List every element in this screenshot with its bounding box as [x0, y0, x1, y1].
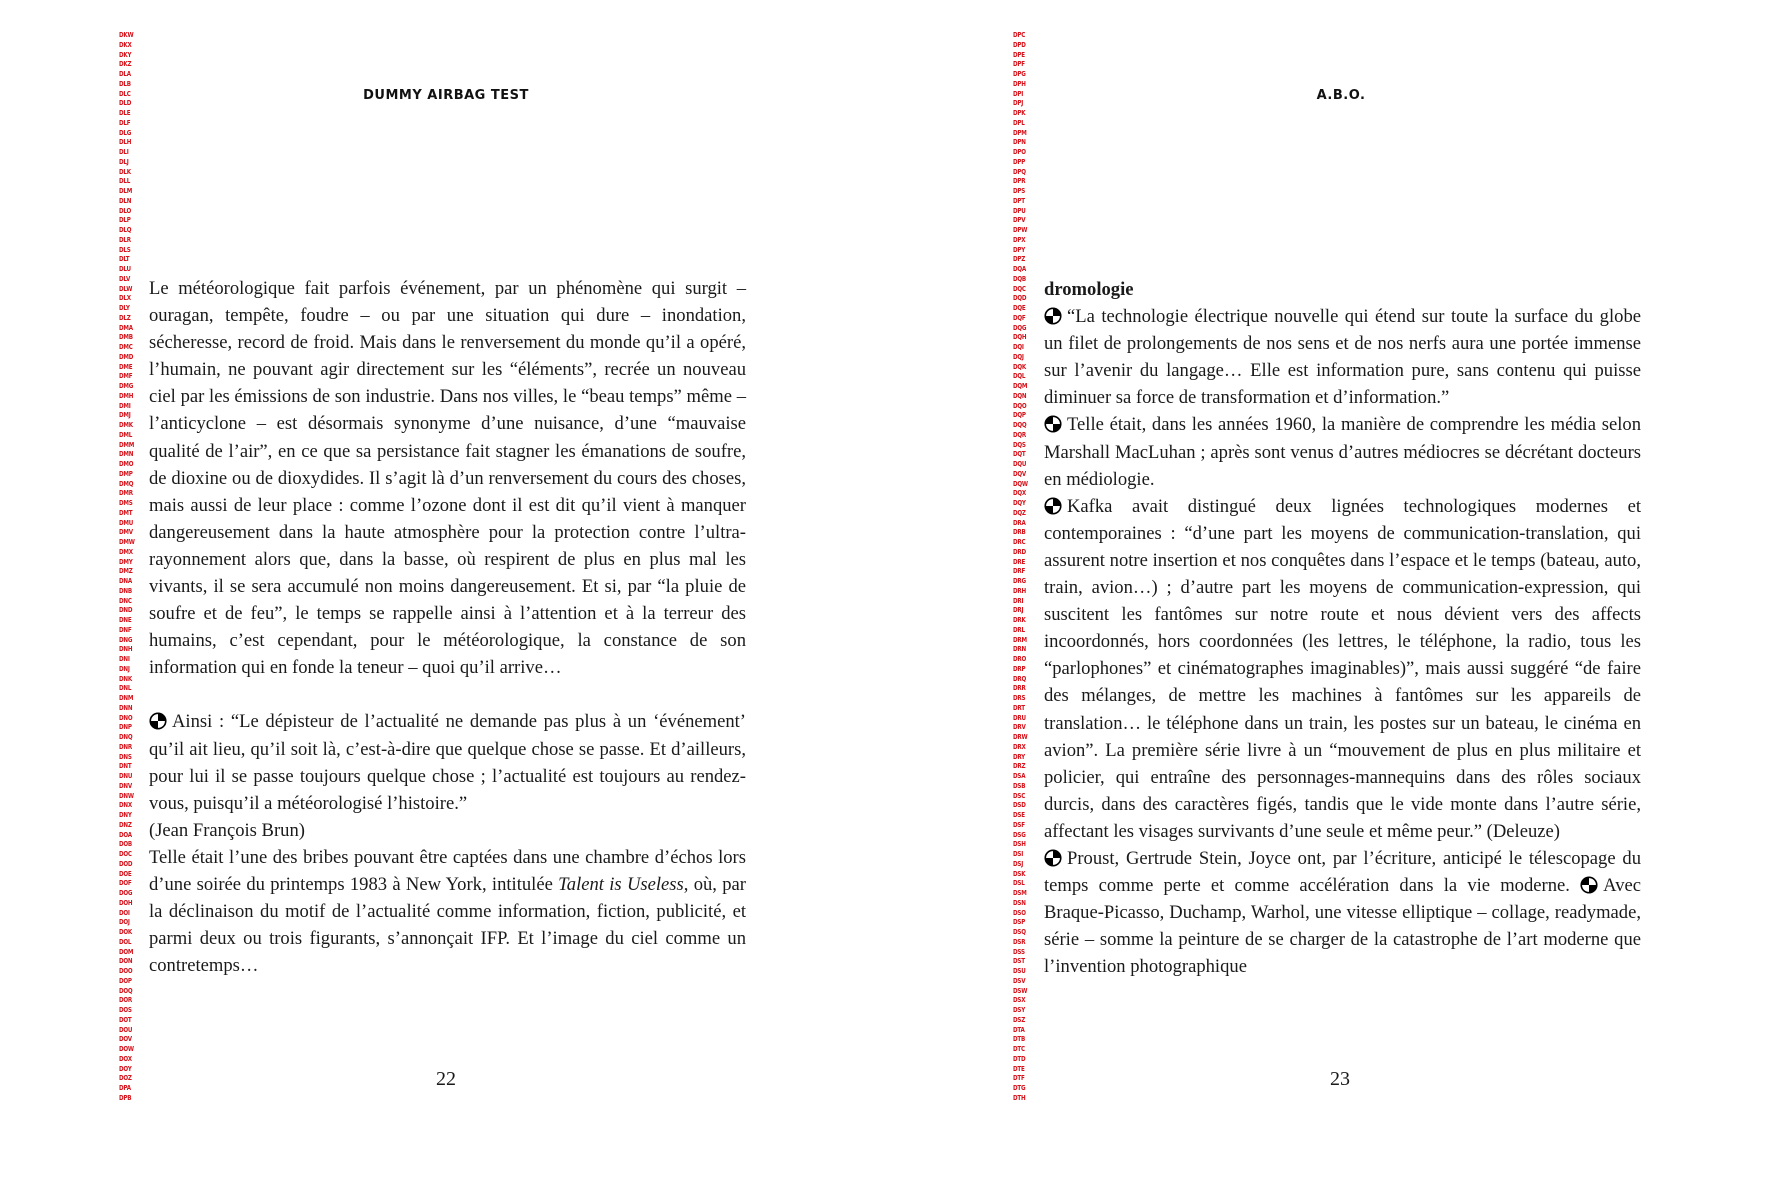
margin-code: DMK: [119, 421, 133, 429]
margin-code: DOE: [119, 869, 132, 878]
margin-code: DOX: [119, 1054, 132, 1063]
margin-code: DNS: [119, 752, 132, 761]
margin-code: DQU: [1013, 460, 1027, 468]
margin-code: DLW: [119, 284, 133, 293]
margin-code: DND: [119, 606, 133, 615]
margin-code: DQR: [1013, 430, 1027, 439]
body-text: [149, 275, 746, 979]
margin-code: DLG: [119, 128, 132, 137]
margin-code: DRO: [1013, 655, 1027, 663]
margin-code: DNZ: [119, 820, 132, 829]
margin-code: DMB: [119, 333, 133, 342]
work-title: Talent is Useless: [558, 873, 684, 895]
margin-code: DPP: [1013, 157, 1026, 166]
margin-code: DLV: [119, 274, 131, 283]
section-heading: dromologie: [1044, 279, 1134, 300]
margin-code: DSA: [1013, 772, 1026, 780]
margin-code: DQF: [1013, 313, 1026, 322]
margin-code: DQA: [1013, 265, 1027, 273]
margin-code: DNN: [119, 703, 133, 712]
margin-code: DPA: [119, 1084, 131, 1092]
margin-code: DSK: [1013, 869, 1026, 878]
margin-code: DOM: [119, 947, 134, 956]
margin-code: DLK: [119, 167, 131, 176]
margin-code: DNJ: [119, 664, 130, 673]
margin-code: DPB: [119, 1093, 132, 1102]
margin-code: DNP: [119, 723, 132, 732]
margin-code: DQS: [1013, 440, 1026, 449]
margin-code: DLP: [119, 216, 131, 225]
margin-code: DPM: [1013, 128, 1027, 137]
margin-code: DMA: [119, 323, 133, 332]
margin-code: DNR: [119, 742, 132, 751]
margin-code: DRB: [1013, 528, 1026, 537]
margin-code: DSB: [1013, 781, 1026, 790]
margin-code: DPV: [1013, 216, 1026, 225]
margin-code: DSZ: [1013, 1015, 1026, 1024]
crash-test-target-icon: [1044, 415, 1062, 433]
paragraph: [1044, 303, 1641, 411]
margin-code: DNX: [119, 801, 132, 810]
margin-code: DNQ: [119, 733, 133, 741]
margin-code: DKW: [119, 31, 134, 39]
body-text: [1044, 276, 1641, 980]
margin-code: DPK: [1013, 109, 1026, 117]
margin-code: DRN: [1013, 645, 1026, 654]
margin-code-column: [1013, 31, 1029, 1104]
margin-code: DQL: [1013, 372, 1026, 381]
margin-code: DPF: [1013, 60, 1025, 69]
margin-code: DSH: [1013, 840, 1026, 849]
paragraph-text: Avec Braque-Picasso, Duchamp, Warhol, une vitesse elliptique – collage, readymade, série – somme la peinture de se charger de la catastrophe de l’art moderne que l’invention photographique: [1044, 875, 1641, 978]
margin-code: DLN: [119, 196, 132, 205]
margin-code: DQW: [1013, 479, 1028, 488]
margin-code: DQY: [1013, 499, 1026, 507]
margin-code: DLD: [119, 99, 132, 108]
margin-code: DNE: [119, 616, 132, 624]
margin-code: DLI: [119, 148, 129, 156]
margin-code: DOZ: [119, 1074, 132, 1083]
paragraph-text: Kafka avait distingué deux lignées technologiques modernes et contemporaines : “d’une part les moyens de communication-translation, qui assurent notre insertion et nos conquêtes dans l’espace et le temps (bateau, auto, train, avion…) ; d’autre part les moyens de communication-expression, qui suscitent les fantômes sur notre route et nous dévient vers des affects incoordonnés, hors coordonnées (les lettres, le téléphone, la radio, tous les “parlophones” et cinématographes imaginables)”, mais aussi suggéré “de faire des mélanges, de mettre les machines à fantômes sur les appareils de translation… le téléphone dans un train, les postes sur un bateau, le cinéma en avion”. La première série livre à un “mouvement de plus en plus militaire et policier, qui entraîne des personnages-mannequins dans des rôles sociaux durcis, dans des caractères figés, tandis que le vide monte dans l’autre série, affectant les visages survivants d’une seule et même peur.” (Deleuze): [1044, 495, 1641, 842]
margin-code: DLZ: [119, 313, 131, 322]
margin-code: DOV: [119, 1035, 132, 1044]
margin-code: DSG: [1013, 830, 1026, 839]
margin-code: DQN: [1013, 391, 1027, 400]
margin-code: DNM: [119, 694, 134, 702]
margin-code: DRM: [1013, 635, 1027, 644]
margin-code: DMU: [119, 518, 134, 527]
margin-code: DLR: [119, 235, 131, 244]
margin-code: DRR: [1013, 684, 1026, 693]
margin-code: DNH: [119, 645, 133, 654]
margin-code: DMH: [119, 391, 134, 400]
margin-code: DRD: [1013, 547, 1026, 556]
margin-code: DRT: [1013, 703, 1025, 712]
margin-code: DQC: [1013, 284, 1026, 293]
margin-code: DQK: [1013, 362, 1027, 371]
margin-code: DPR: [1013, 177, 1026, 186]
margin-code: DNF: [119, 625, 132, 634]
margin-code: DLM: [119, 187, 133, 195]
margin-code: DLQ: [119, 226, 132, 234]
margin-code: DPC: [1013, 31, 1026, 39]
attribution: (Jean François Brun): [149, 819, 305, 841]
margin-code: DQM: [1013, 382, 1028, 390]
margin-code: DSF: [1013, 820, 1025, 829]
margin-code: DNG: [119, 635, 133, 644]
margin-code: DMI: [119, 401, 131, 410]
margin-code: DSU: [1013, 967, 1026, 975]
margin-code: DRL: [1013, 625, 1025, 634]
margin-code: DPN: [1013, 138, 1026, 147]
margin-code: DNO: [119, 713, 133, 722]
margin-code: DQI: [1013, 343, 1024, 351]
margin-code: DMY: [119, 557, 133, 566]
margin-code: DPI: [1013, 89, 1024, 98]
margin-code: DOW: [119, 1045, 134, 1053]
margin-code: DRK: [1013, 616, 1026, 624]
margin-code: DMR: [119, 489, 133, 498]
crash-test-target-icon: [1044, 497, 1062, 515]
margin-code: DQO: [1013, 401, 1027, 410]
margin-code: DQE: [1013, 304, 1026, 312]
page-number: 22: [436, 1068, 456, 1090]
margin-code: DNY: [119, 811, 132, 819]
margin-code: DMQ: [119, 479, 134, 488]
margin-code: DMX: [119, 547, 133, 556]
margin-code: DPD: [1013, 40, 1026, 49]
margin-code: DLS: [119, 245, 131, 254]
margin-code: DSX: [1013, 996, 1026, 1005]
margin-code: DRE: [1013, 557, 1026, 566]
margin-code: DRY: [1013, 752, 1025, 761]
margin-code: DPL: [1013, 118, 1025, 127]
margin-code: DSQ: [1013, 928, 1026, 936]
margin-code: DON: [119, 957, 133, 966]
margin-code: DRW: [1013, 733, 1028, 741]
margin-code: DLJ: [119, 157, 129, 166]
margin-code: DRF: [1013, 567, 1026, 576]
margin-code: DMV: [119, 528, 133, 537]
paragraph-text: Telle était l’une des bribes pouvant être captées dans une chambre d’échos lors d’une soirée du printemps 1983 à New York, intitulée: [149, 846, 746, 895]
crash-test-target-icon: [149, 712, 167, 730]
margin-code: DSO: [1013, 908, 1026, 917]
margin-code: DKY: [119, 50, 132, 59]
margin-code: DOP: [119, 976, 132, 985]
margin-code: DLE: [119, 109, 131, 117]
margin-code: DSR: [1013, 937, 1026, 946]
paragraph: Le météorologique fait parfois événement, par un phénomène qui surgit – ouragan, tempête, foudre – ou par une situation qui dure – inondation, sécheresse, record de froid. Mais dans le renversement du monde qu’il a opéré, l’humain, ne pouvant agir directement sur les “éléments”, recrée un nouveau ciel par les émissions de son industrie. Dans nos villes, le “beau temps” même – l’anticyclone – est désormais synonyme d’une nuisance, d’une “mauvaise qualité de l’air”, en ce que sa persistance fait stagner les émanations de soufre, de dioxine ou de dioxydides. Il s’agit là d’un renversement du cours des choses, mais aussi de leur place : comme l’ozone dont il est dit qu’il vient à manquer dangereusement dans la haute atmosphère pour la protection contre l’ultra-rayonnement alors que, dans la basse, où respirent de plus en plus mal les vivants, il se sera accumulé non moins dangereusement. Et si, par “la pluie de soufre et de feu”, le temps se rappelle ainsi à l’attention et à la terreur des humains, c’est cependant, pour le météorologique, la constance de son information qui en fonde la teneur – quoi qu’il arrive…: [149, 278, 746, 679]
margin-code: DRS: [1013, 694, 1026, 702]
paragraph: [1044, 411, 1641, 492]
margin-code: DMC: [119, 343, 133, 351]
margin-code: DSW: [1013, 986, 1028, 995]
margin-code: DLC: [119, 89, 131, 98]
margin-code: DQH: [1013, 333, 1027, 342]
crash-test-target-icon: [1044, 307, 1062, 325]
margin-code: DPJ: [1013, 99, 1024, 108]
margin-code: DOB: [119, 840, 132, 849]
margin-code: DRI: [1013, 596, 1024, 605]
paragraph: [149, 844, 746, 979]
margin-code: DTC: [1013, 1045, 1025, 1053]
margin-code: DSJ: [1013, 859, 1024, 868]
margin-code: DRQ: [1013, 674, 1027, 683]
margin-code: DNK: [119, 674, 132, 683]
margin-code: DPY: [1013, 245, 1026, 254]
paragraph: [1044, 493, 1641, 845]
margin-code: DQG: [1013, 323, 1027, 332]
margin-code: DTG: [1013, 1084, 1026, 1092]
paragraph-text: , où, par la déclinaison du motif de l’actualité comme information, fiction, publicité, et parmi deux ou trois figurants, s’annonçait IFP. Et l’image du ciel comme un contretemps…: [149, 873, 746, 977]
paragraph: [1044, 845, 1641, 980]
margin-code: DMT: [119, 508, 133, 517]
margin-code: DSD: [1013, 801, 1026, 810]
margin-code: DQP: [1013, 411, 1026, 420]
margin-code: DOQ: [119, 986, 133, 995]
margin-code: DTD: [1013, 1054, 1026, 1063]
margin-code: DPO: [1013, 148, 1026, 156]
margin-code: DQX: [1013, 489, 1027, 498]
margin-code-column: [119, 31, 135, 1104]
margin-code: DOH: [119, 898, 133, 907]
right-page: [886, 0, 1772, 1181]
margin-code: DSV: [1013, 976, 1026, 985]
margin-code: DSL: [1013, 879, 1025, 888]
margin-code: DKX: [119, 40, 132, 49]
margin-code: DSP: [1013, 918, 1026, 927]
paragraph-text: Ainsi : “Le dépisteur de l’actualité ne demande pas plus à un ‘événement’ qu’il ait lieu, qu’il soit là, c’est-à-dire que quelque chose se passe. Et d’ailleurs, pour lui il se passe toujours quelque chose ; l’actualité est toujours au rendez-vous, puisqu’il a météorologisé l’histoire.”: [149, 711, 746, 814]
margin-code: DRJ: [1013, 606, 1024, 615]
crash-test-target-icon: [1044, 849, 1062, 867]
margin-code: DRG: [1013, 577, 1026, 585]
margin-code: DPQ: [1013, 167, 1026, 176]
page-number: 23: [1330, 1068, 1350, 1090]
margin-code: DOD: [119, 859, 133, 868]
crash-test-target-icon: [1580, 876, 1598, 894]
margin-code: DMO: [119, 460, 134, 468]
margin-code: DML: [119, 430, 133, 439]
margin-code: DSE: [1013, 811, 1025, 819]
margin-code: DNT: [119, 762, 132, 771]
margin-code: DMG: [119, 382, 134, 390]
margin-code: DOG: [119, 889, 133, 897]
margin-code: DLO: [119, 206, 132, 215]
margin-code: DRC: [1013, 538, 1026, 546]
margin-code: DQT: [1013, 450, 1026, 459]
margin-code: DOY: [119, 1064, 132, 1073]
margin-code: DMP: [119, 469, 133, 478]
running-head: DUMMY AIRBAG TEST: [363, 88, 529, 103]
margin-code: DLY: [119, 304, 130, 312]
margin-code: DMS: [119, 499, 133, 507]
margin-code: DQD: [1013, 294, 1027, 303]
margin-code: DMJ: [119, 411, 131, 420]
margin-code: DSS: [1013, 947, 1025, 956]
margin-code: DOT: [119, 1015, 132, 1024]
paragraph: [149, 708, 746, 816]
margin-code: DLF: [119, 118, 131, 127]
margin-code: DOA: [119, 830, 132, 839]
margin-code: DNA: [119, 577, 132, 585]
margin-code: DLX: [119, 294, 131, 303]
margin-code: DRZ: [1013, 762, 1026, 771]
margin-code: DRP: [1013, 664, 1026, 673]
margin-code: DQB: [1013, 274, 1026, 283]
margin-code: DQV: [1013, 469, 1027, 478]
margin-code: DQJ: [1013, 352, 1024, 361]
margin-code: DNB: [119, 586, 132, 595]
margin-code: DTE: [1013, 1064, 1025, 1073]
margin-code: DLU: [119, 265, 131, 273]
margin-code: DOS: [119, 1006, 132, 1014]
paragraph-text: “La technologie électrique nouvelle qui étend sur toute la surface du globe un filet de prolongements de nos sens et de nos nerfs aura une portée immense sur l’avenir du langage… Elle est information pure, sans contenu qui puisse diminuer sa force de transformation et d’information.”: [1044, 306, 1641, 409]
margin-code: DPH: [1013, 79, 1026, 88]
margin-code: DTA: [1013, 1025, 1025, 1034]
margin-code: DRX: [1013, 742, 1026, 751]
margin-code: DPE: [1013, 50, 1025, 59]
margin-code: DNC: [119, 596, 132, 605]
margin-code: DPT: [1013, 196, 1025, 205]
margin-code: DSN: [1013, 898, 1026, 907]
margin-code: DQQ: [1013, 421, 1027, 429]
margin-code: DNL: [119, 684, 132, 693]
margin-code: DPX: [1013, 235, 1026, 244]
paragraph-text: Proust, Gertrude Stein, Joyce ont, par l’écriture, anticipé le télescopage du temps comme perte et comme accélération dans la vie moderne.: [1044, 847, 1641, 897]
margin-code: DOU: [119, 1025, 133, 1034]
margin-code: DRV: [1013, 723, 1026, 732]
margin-code: DTH: [1013, 1093, 1026, 1102]
margin-code: DSM: [1013, 889, 1027, 897]
margin-code: DMF: [119, 372, 133, 381]
margin-code: DOI: [119, 908, 130, 917]
margin-code: DLA: [119, 70, 131, 78]
margin-code: DST: [1013, 957, 1025, 966]
margin-code: DRA: [1013, 518, 1026, 527]
margin-code: DNI: [119, 655, 130, 663]
margin-code: DOJ: [119, 918, 130, 927]
margin-code: DMW: [119, 538, 135, 546]
running-head: A.B.O.: [1316, 88, 1366, 103]
margin-code: DLL: [119, 177, 131, 186]
margin-code: DSC: [1013, 791, 1026, 800]
margin-code: DMZ: [119, 567, 133, 576]
margin-code: DOC: [119, 850, 132, 858]
margin-code: DMM: [119, 440, 135, 449]
margin-code: DOL: [119, 937, 132, 946]
margin-code: DOF: [119, 879, 132, 888]
margin-code: DMD: [119, 352, 134, 361]
margin-code: DSI: [1013, 850, 1024, 858]
margin-code: DKZ: [119, 60, 132, 69]
margin-code: DPU: [1013, 206, 1026, 215]
margin-code: DOR: [119, 996, 133, 1005]
paragraph-text: Telle était, dans les années 1960, la manière de comprendre les média selon Marshall MacLuhan ; après sont venus d’autres médiocres se décrétant docteurs en médiologie.: [1044, 414, 1641, 490]
margin-code: DTF: [1013, 1074, 1025, 1083]
margin-code: DNV: [119, 781, 132, 790]
margin-code: DMN: [119, 450, 134, 459]
margin-code: DNW: [119, 791, 134, 800]
margin-code: DLB: [119, 79, 131, 88]
margin-code: DOO: [119, 967, 133, 975]
margin-code: DSY: [1013, 1006, 1026, 1014]
margin-code: DRU: [1013, 713, 1026, 722]
margin-code: DPG: [1013, 70, 1026, 78]
margin-code: DPZ: [1013, 255, 1026, 264]
margin-code: DQZ: [1013, 508, 1026, 517]
margin-code: DNU: [119, 772, 133, 780]
margin-code: DTB: [1013, 1035, 1026, 1044]
margin-code: DPW: [1013, 226, 1028, 234]
margin-code: DME: [119, 362, 133, 371]
margin-code: DLT: [119, 255, 130, 264]
margin-code: DRH: [1013, 586, 1026, 595]
margin-code: DOK: [119, 928, 133, 936]
margin-code: DPS: [1013, 187, 1026, 195]
margin-code: DLH: [119, 138, 132, 147]
